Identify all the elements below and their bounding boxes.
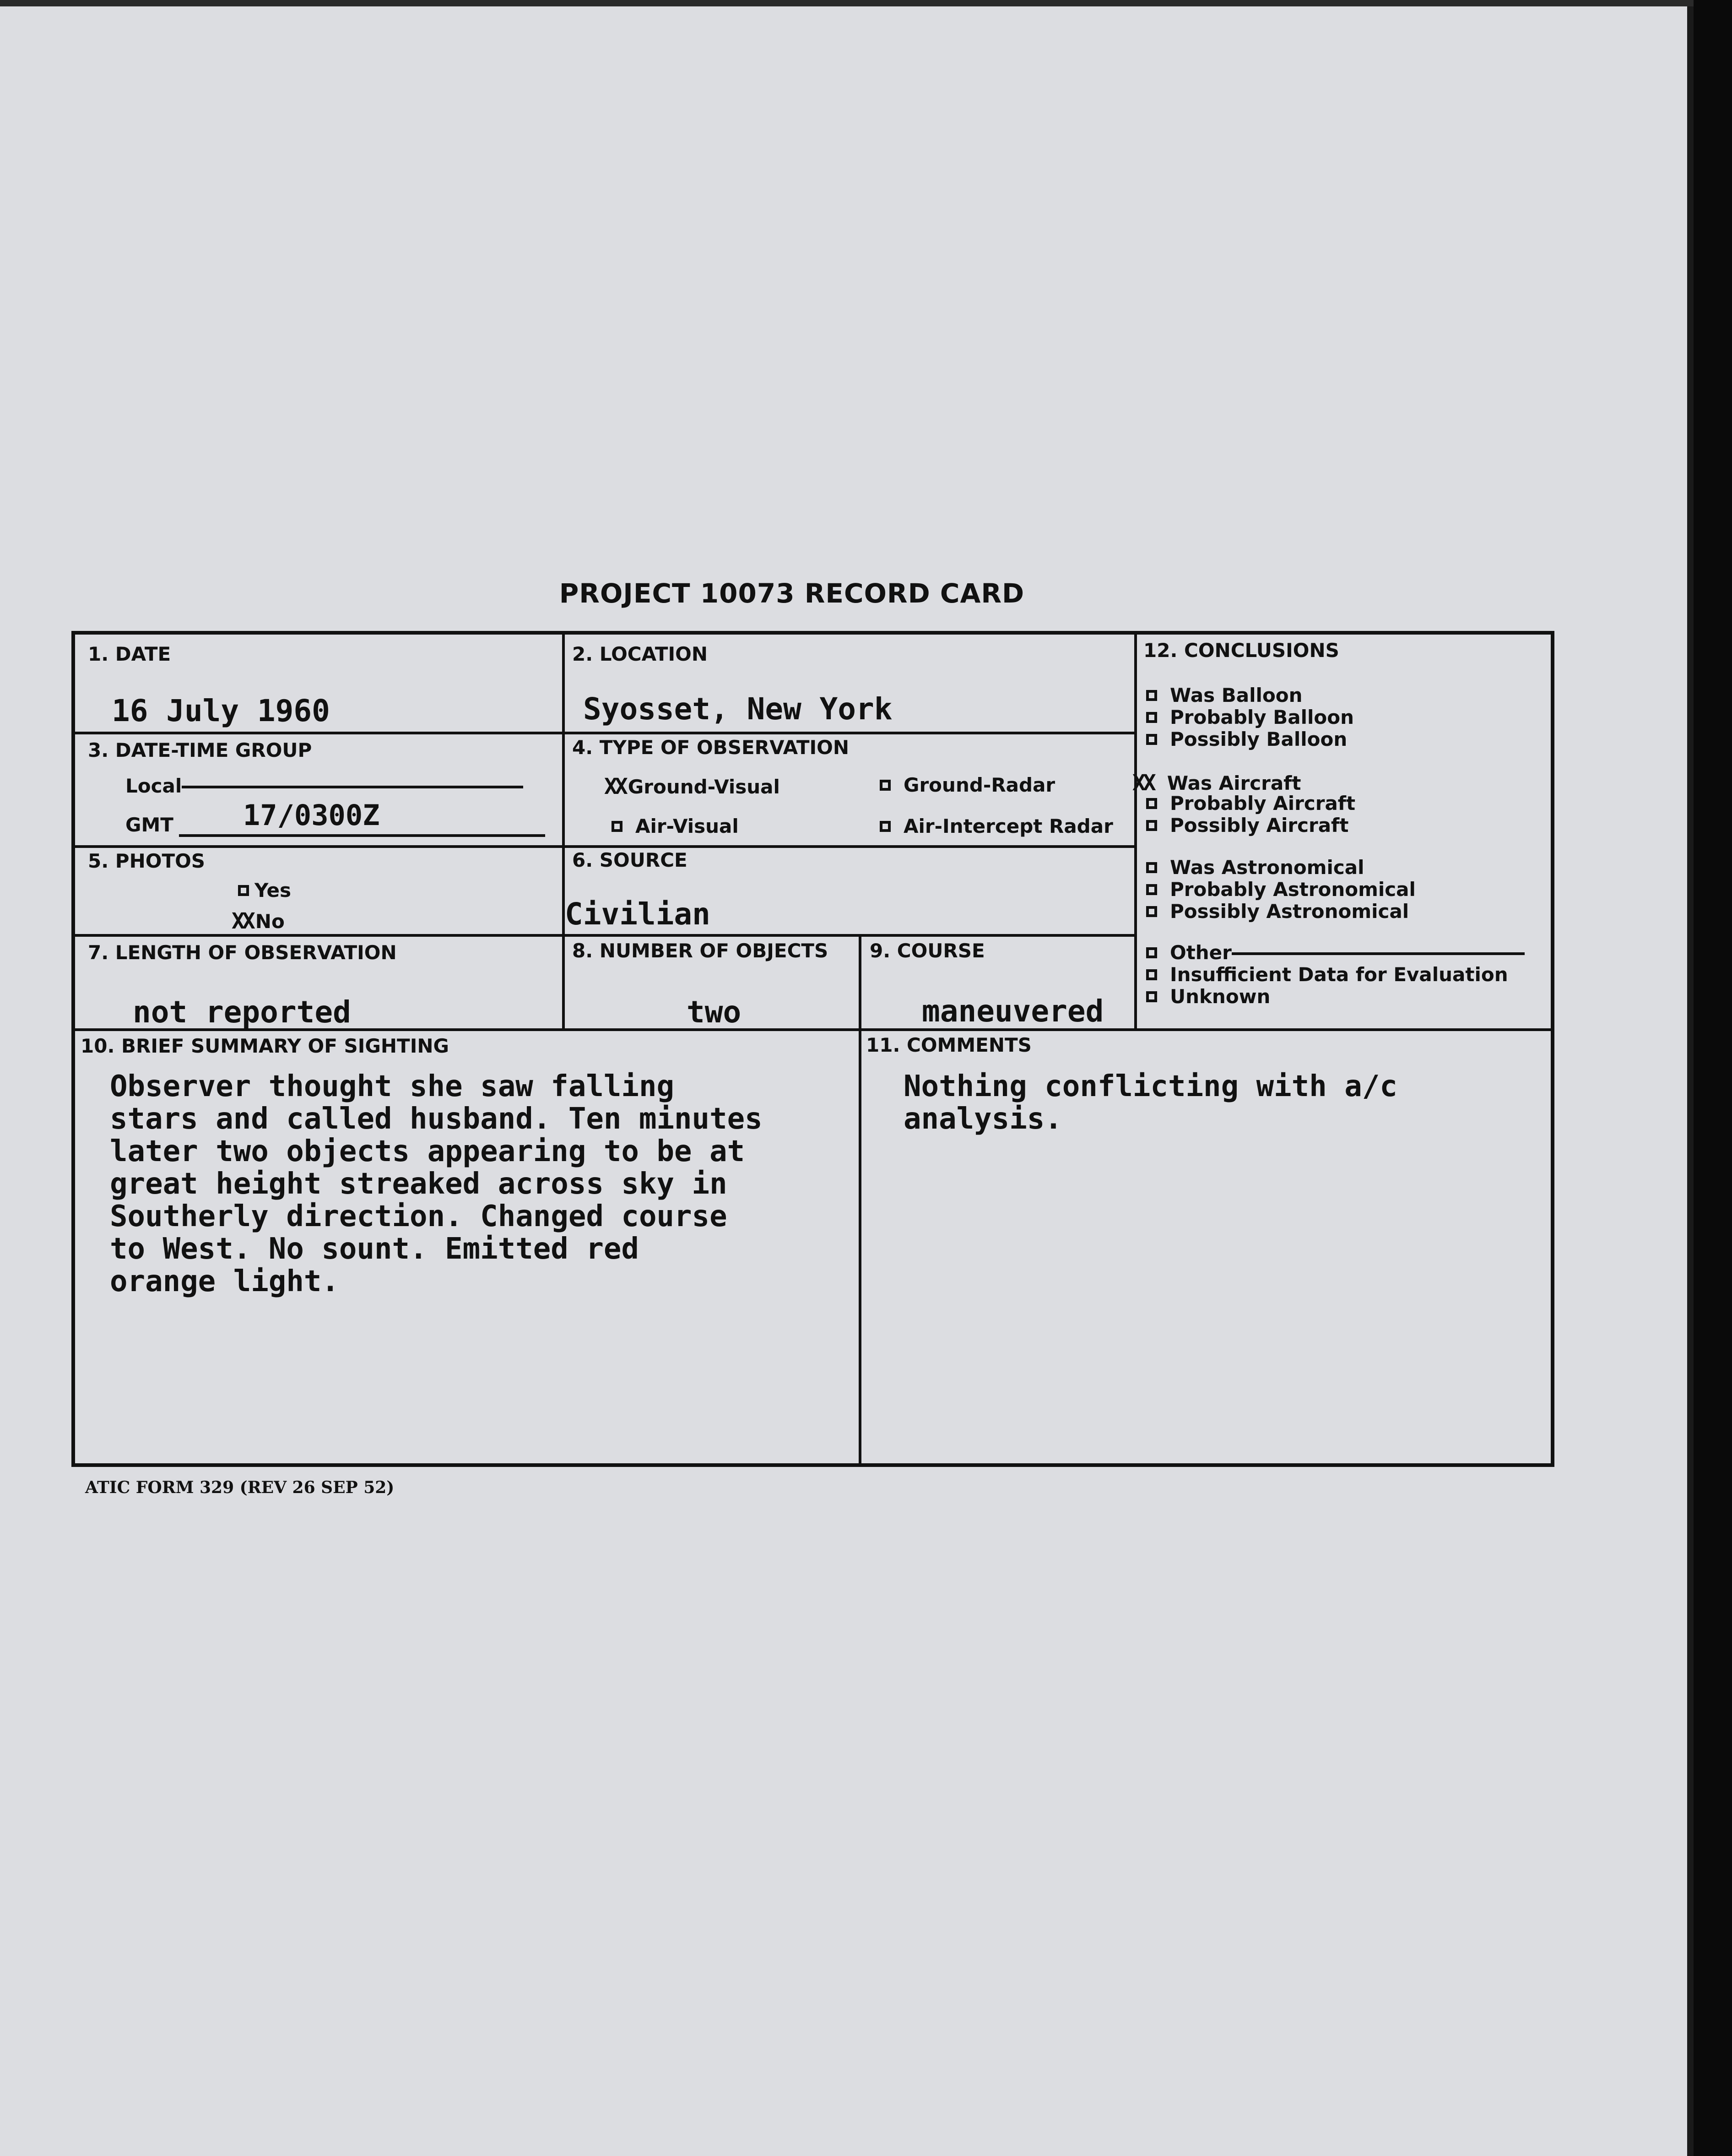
summary-text [110,1070,763,1298]
comments-line: analysis. [904,1102,1062,1136]
form-number: ATIC FORM 329 (REV 26 SEP 52) [85,1478,395,1497]
probably-aircraft-label: Probably Aircraft [1170,792,1356,815]
ground-visual-checked-icon: XX [604,774,625,799]
length-value: not reported [133,994,351,1030]
record-card [71,631,1554,1467]
photos-yes-checkbox-icon [238,885,249,896]
was-aircraft-label: Was Aircraft [1167,771,1301,794]
air-intercept-option [880,815,1113,837]
location-label: 2. LOCATION [572,643,708,665]
possibly-balloon-checkbox-icon [1146,734,1157,745]
was-astronomical-checkbox-icon [1146,862,1157,873]
local-row [125,775,523,797]
unknown-checkbox-icon [1146,991,1157,1002]
conclusion-unknown [1146,985,1270,1008]
possibly-aircraft-label: Possibly Aircraft [1170,814,1349,836]
source-value: Civilian [565,896,710,932]
conclusion-was-astronomical [1146,856,1364,879]
photos-label: 5. PHOTOS [88,850,206,872]
summary-label: 10. BRIEF SUMMARY OF SIGHTING [81,1035,449,1057]
gmt-value: 17/0300Z [243,798,380,832]
probably-aircraft-checkbox-icon [1146,798,1157,809]
insufficient-label: Insufficient Data for Evaluation [1170,963,1508,986]
summary-line: great height streaked across sky in [110,1167,727,1201]
course-label: 9. COURSE [870,940,985,962]
summary-line: stars and called husband. Ten minutes [110,1102,763,1136]
possibly-astronomical-label: Possibly Astronomical [1170,900,1409,923]
comments-line: Nothing conflicting with a/c [904,1070,1397,1103]
ground-radar-checkbox-icon [880,780,891,791]
conclusion-probably-balloon [1146,706,1354,728]
probably-balloon-checkbox-icon [1146,712,1157,723]
air-visual-checkbox-icon [612,821,622,832]
other-label: Other [1170,941,1232,964]
insufficient-checkbox-icon [1146,969,1157,980]
source-label: 6. SOURCE [572,849,687,871]
was-astronomical-label: Was Astronomical [1170,856,1364,879]
possibly-balloon-label: Possibly Balloon [1170,728,1348,750]
other-blank [1232,950,1525,955]
gmt-blank [179,798,545,837]
datetime-label: 3. DATE-TIME GROUP [88,739,312,761]
scan-top-edge [0,0,1694,6]
local-blank [182,784,523,788]
objects-label: 8. NUMBER OF OBJECTS [572,940,828,962]
was-balloon-checkbox-icon [1146,690,1157,701]
conclusion-possibly-balloon [1146,728,1347,750]
comments-label: 11. COMMENTS [866,1034,1032,1056]
photos-no-checked-icon: XX [232,908,253,934]
unknown-label: Unknown [1170,985,1271,1008]
comments-text [904,1070,1397,1135]
ground-radar-label: Ground-Radar [904,774,1055,796]
scan-right-edge [1694,0,1732,2156]
photos-yes-label: Yes [254,879,292,902]
conclusion-was-balloon [1146,684,1303,706]
photos-yes-option [238,879,291,902]
ground-visual-label: Ground-Visual [628,775,780,798]
conclusion-possibly-astronomical [1146,900,1409,923]
observation-type-label: 4. TYPE OF OBSERVATION [572,736,850,759]
air-visual-option [612,815,739,837]
summary-line: to West. No sount. Emitted red [110,1232,639,1266]
divider-row1 [75,732,1134,734]
other-checkbox-icon [1146,947,1157,958]
divider-row2 [75,845,1134,848]
divider-summary [859,1028,861,1467]
gmt-label: GMT [125,813,173,836]
ground-visual-option [604,774,780,799]
summary-line: orange light. [110,1265,339,1298]
location-value: Syosset, New York [583,691,893,727]
air-intercept-label: Air-Intercept Radar [904,815,1113,837]
date-value: 16 July 1960 [112,693,330,728]
was-aircraft-checked-icon: XX [1132,770,1153,796]
divider-course [859,934,861,1028]
divider-col3 [1134,635,1137,1028]
probably-astronomical-label: Probably Astronomical [1170,878,1416,901]
date-label: 1. DATE [88,643,171,665]
summary-line: Southerly direction. Changed course [110,1200,727,1233]
gmt-row [125,798,545,837]
divider-col1 [562,635,565,1028]
photos-no-label: No [255,910,285,933]
probably-balloon-label: Probably Balloon [1170,706,1354,728]
card-title: PROJECT 10073 RECORD CARD [559,578,1025,609]
summary-line: Observer thought she saw falling [110,1070,674,1103]
air-intercept-checkbox-icon [880,821,891,832]
course-value: maneuvered [922,994,1104,1029]
possibly-astronomical-checkbox-icon [1146,906,1157,917]
length-label: 7. LENGTH OF OBSERVATION [88,941,397,964]
probably-astronomical-checkbox-icon [1146,884,1157,895]
conclusion-probably-astronomical [1146,878,1416,901]
photos-no-option [232,908,285,934]
air-visual-label: Air-Visual [635,815,739,837]
summary-line: later two objects appearing to be at [110,1135,745,1168]
conclusion-other [1146,941,1525,964]
local-label: Local [125,775,182,797]
conclusion-possibly-aircraft [1146,814,1348,836]
possibly-aircraft-checkbox-icon [1146,820,1157,831]
objects-value: two [687,994,742,1030]
divider-row3 [75,934,1134,937]
conclusions-label: 12. CONCLUSIONS [1143,639,1339,662]
conclusion-insufficient [1146,963,1508,986]
was-balloon-label: Was Balloon [1170,684,1303,706]
conclusion-probably-aircraft [1146,792,1355,815]
ground-radar-option [880,774,1055,796]
